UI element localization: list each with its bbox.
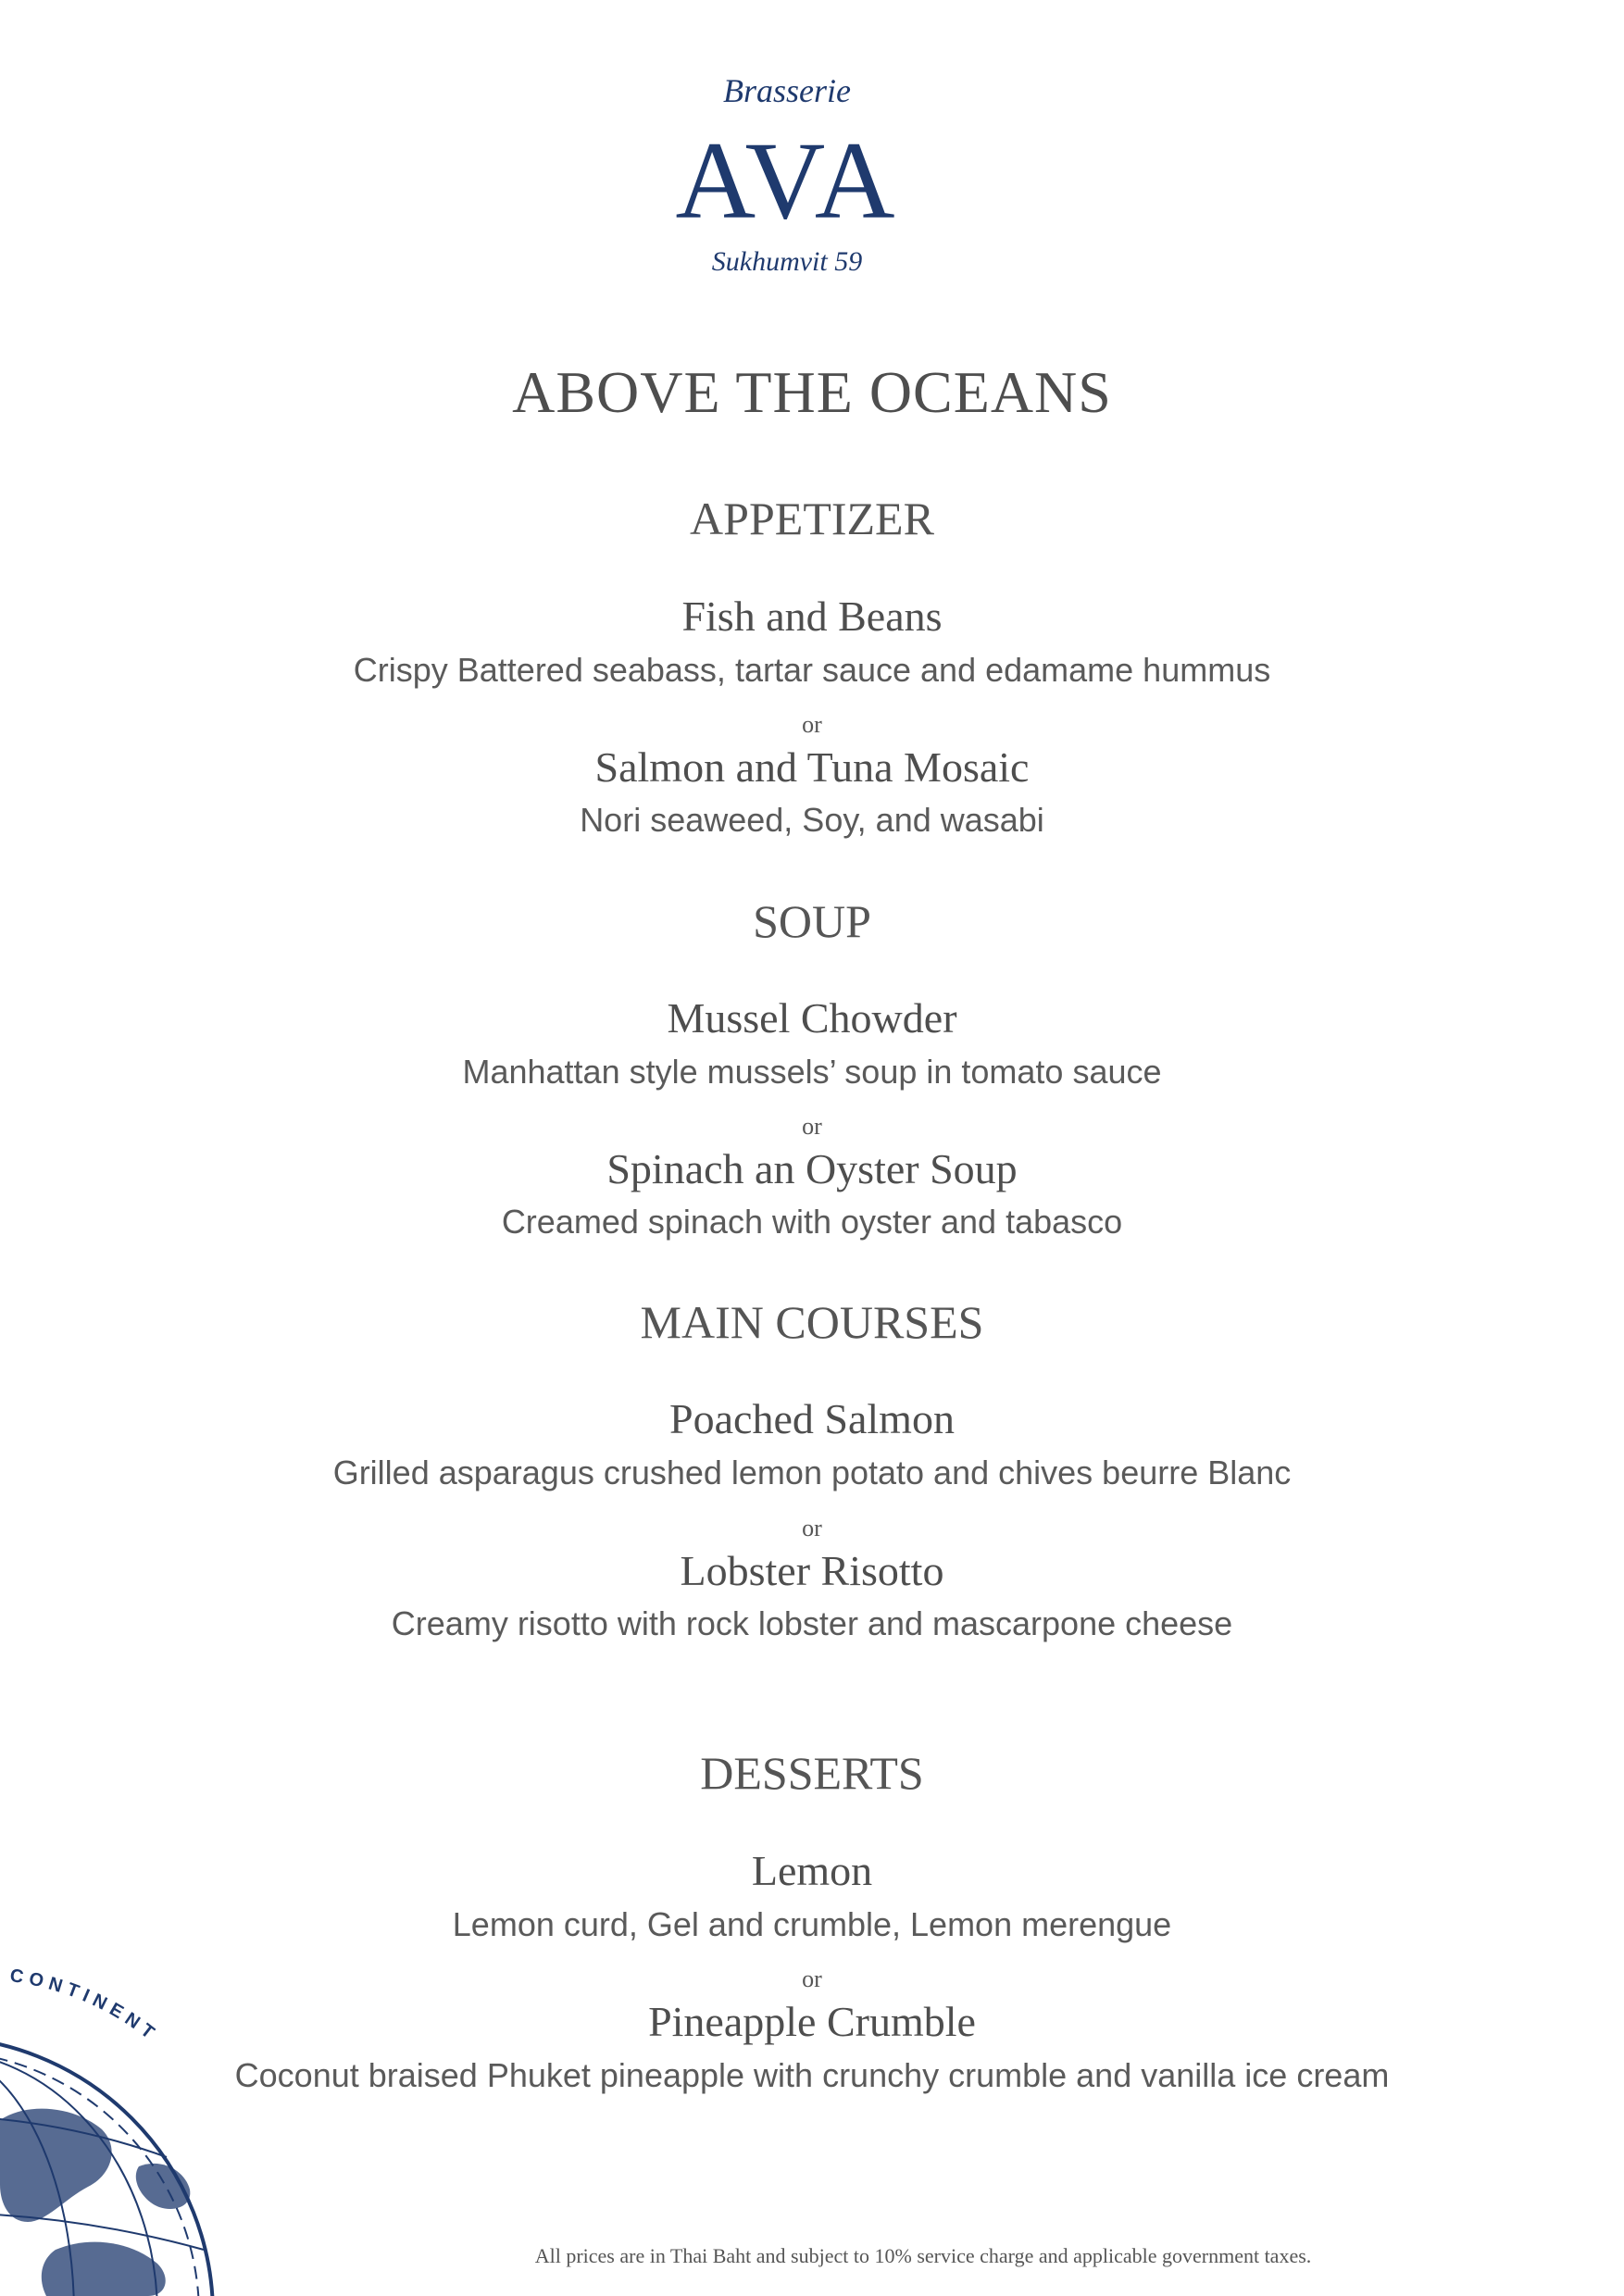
brasserie-ava-logo — [0, 65, 1624, 287]
dish-description: Coconut braised Phuket pineapple with crunchy crumble and vanilla ice cream — [234, 2056, 1390, 2094]
dish-description: Crispy Battered seabass, tartar sauce and edamame hummus — [353, 651, 1271, 689]
or-separator: or — [802, 1113, 822, 1140]
dish-name: Pineapple Crumble — [648, 1998, 976, 2045]
dish-description: Creamy risotto with rock lobster and mascarpone cheese — [391, 1604, 1233, 1642]
section-title-soup: SOUP — [753, 895, 871, 947]
or-separator: or — [802, 1965, 822, 1992]
dish-description: Grilled asparagus crushed lemon potato and chives beurre Blanc — [332, 1454, 1292, 1491]
dish-name: Lobster Risotto — [680, 1547, 944, 1594]
menu-title: ABOVE THE OCEANS — [512, 359, 1112, 425]
dish-description: Creamed spinach with oyster and tabasco — [501, 1203, 1123, 1241]
dish-name: Fish and Beans — [681, 593, 943, 640]
dish-name: Lemon — [751, 1847, 873, 1894]
or-separator: or — [802, 711, 822, 738]
svg-text:CONTINENT — [8, 1965, 162, 2046]
section-title-appetizer: APPETIZER — [690, 493, 934, 544]
dish-description: Nori seaweed, Soy, and wasabi — [580, 801, 1044, 839]
dish-name: Poached Salmon — [669, 1395, 955, 1442]
logo-name: AVA — [675, 119, 899, 242]
globe-label: CONTINENT — [8, 1965, 163, 2047]
section-title-desserts: DESSERTS — [700, 1747, 924, 1799]
dish-name: Mussel Chowder — [667, 994, 957, 1042]
section-title-main-courses: MAIN COURSES — [640, 1296, 984, 1348]
dish-description: Lemon curd, Gel and crumble, Lemon merengue — [452, 1905, 1172, 1943]
logo-script-bottom: Sukhumvit 59 — [711, 246, 863, 277]
footer-note: All prices are in Thai Baht and subject to 10% service charge and applicable government taxes. — [534, 2244, 1312, 2267]
dish-description: Manhattan style mussels’ soup in tomato sauce — [462, 1053, 1162, 1091]
globe-illustration — [0, 1944, 278, 2296]
dish-name: Spinach an Oyster Soup — [606, 1145, 1018, 1192]
or-separator: or — [802, 1515, 822, 1541]
logo-script-top: Brasserie — [723, 72, 851, 109]
dish-name: Salmon and Tuna Mosaic — [594, 743, 1030, 791]
